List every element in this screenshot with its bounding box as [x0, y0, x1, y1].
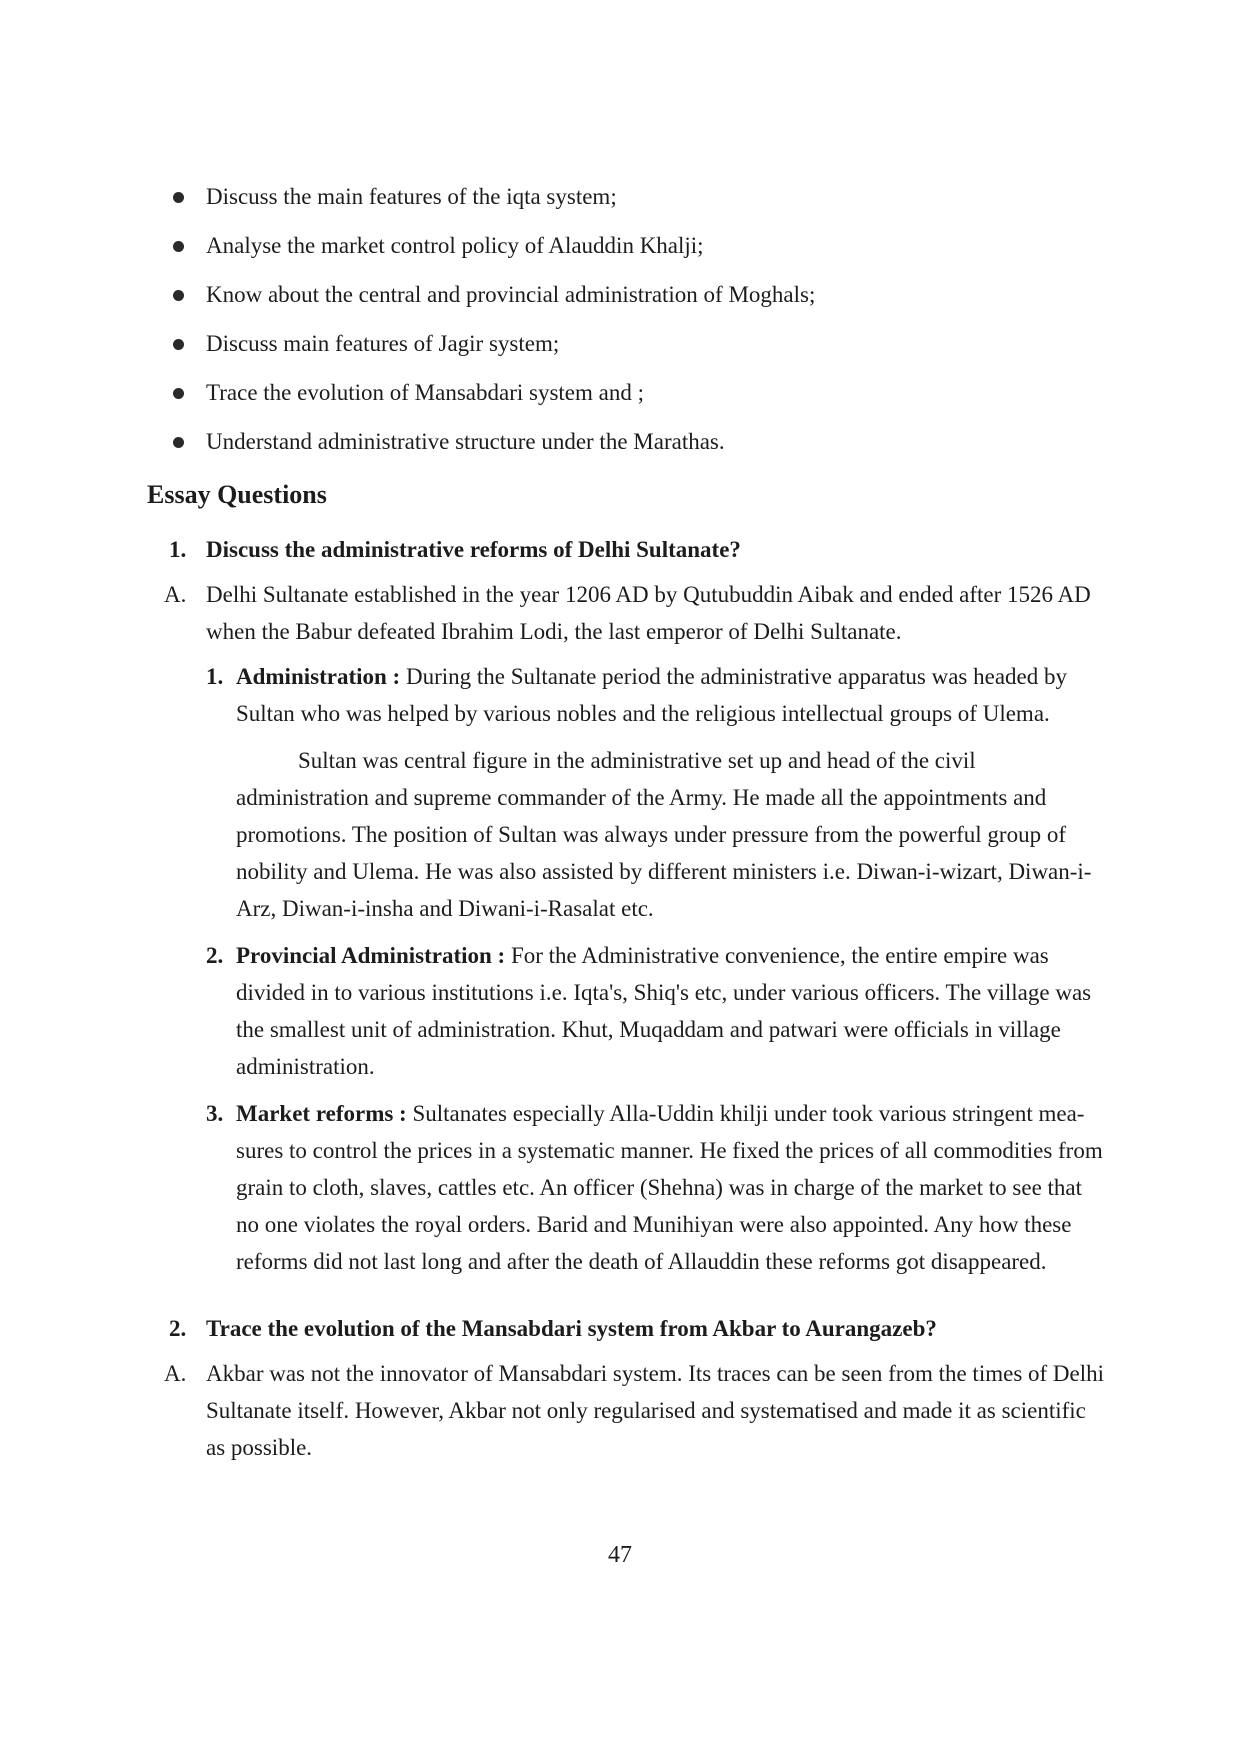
- objective-text: Discuss the main features of the iqta system;: [206, 184, 617, 209]
- answer-intro: Akbar was not the innovator of Mansabdari system. Its traces can be seen from the times of Delhi Sultanate itself. However, Akbar not only regularised and systematised and made it as scientific as possible.: [206, 1361, 1105, 1460]
- point-number: 3.: [206, 1101, 224, 1126]
- bullet-icon: [173, 388, 184, 399]
- page-number: 47: [608, 1542, 632, 1568]
- answer-point: [160, 937, 1105, 1085]
- objective-text: Trace the evolution of Mansabdari system and ;: [206, 380, 644, 405]
- objective-text: Discuss main features of Jagir system;: [206, 331, 560, 356]
- answer-point: [160, 1095, 1105, 1280]
- answer-point: [160, 658, 1105, 732]
- point-text: During the Sultanate period the administrative apparatus was headed by Sultan who was helped by various nobles and the religious intellectual groups of Ulema.: [236, 664, 1068, 726]
- objective-text: Analyse the market control policy of Alauddin Khalji;: [206, 233, 704, 258]
- objective-item: [170, 378, 1110, 408]
- point-title: Administration :: [236, 664, 401, 689]
- bullet-icon: [173, 290, 184, 301]
- question-number: 1.: [169, 537, 187, 562]
- point-text: For the Administrative convenience, the entire empire was divided in to various institutions i.e. Iqta's, Shiq's etc, under various officers. The village was the smallest unit of administration. Khut, Muqaddam and patwari were officials in village administration.: [236, 943, 1092, 1079]
- question-text: Trace the evolution of the Mansabdari system from Akbar to Aurangazeb?: [206, 1316, 937, 1341]
- question-2: [160, 1313, 1105, 1345]
- answer-2: [160, 1355, 1105, 1466]
- objective-text: Understand administrative structure under the Marathas.: [206, 429, 725, 454]
- question-block-1: [160, 534, 1105, 1290]
- question-1: [160, 534, 1105, 566]
- objective-item: [170, 280, 1110, 310]
- bullet-icon: [173, 241, 184, 252]
- objective-text: Know about the central and provincial administration of Moghals;: [206, 282, 816, 307]
- answer-intro: Delhi Sultanate established in the year 1206 AD by Qutubuddin Aibak and ended after 1526 AD when the Babur defeated Ibrahim Lodi, the last emperor of Delhi Sultanate.: [206, 582, 1091, 644]
- bullet-icon: [173, 192, 184, 203]
- question-block-2: [160, 1313, 1105, 1466]
- objective-item: [170, 427, 1110, 457]
- objective-item: [170, 182, 1110, 212]
- answer-1: [160, 576, 1105, 650]
- objective-item: [170, 231, 1110, 261]
- question-text: Discuss the administrative reforms of Delhi Sultanate?: [206, 537, 741, 562]
- question-number: 2.: [169, 1316, 187, 1341]
- answer-label: A.: [164, 1361, 187, 1386]
- section-heading: Essay Questions: [147, 480, 327, 509]
- bullet-icon: [173, 437, 184, 448]
- answer-points: [160, 937, 1105, 1280]
- answer-label: A.: [164, 582, 187, 607]
- objective-item: [170, 329, 1110, 359]
- point-title: Market reforms :: [236, 1101, 407, 1126]
- objectives-list: [170, 182, 1110, 476]
- point-number: 2.: [206, 943, 224, 968]
- point-number: 1.: [206, 664, 224, 689]
- answer-points: [160, 658, 1105, 732]
- bullet-icon: [173, 339, 184, 350]
- point-title: Provincial Administration :: [236, 943, 506, 968]
- point-continuation: Sultan was central figure in the administrative set up and head of the civil administration and supreme commander of the Army. He made all the appointments and promotions. The position of Sultan was always under pressure from the powerful group of nobility and Ulema. He was also assisted by different ministers i.e. Diwan-i-wizart, Diwan-i-Arz, Diwan-i-insha and Diwani-i-Rasalat etc.: [236, 748, 1092, 921]
- point-text: Sultanates especially Alla-Uddin khilji under took various stringent mea-sures to control the prices in a systematic manner. He fixed the prices of all commodities from grain to cloth, slaves, cattles etc. An officer (Shehna) was in charge of the market to see that no one violates the royal orders. Barid and Munihiyan were also appointed. Any how these reforms did not last long and after the death of Allauddin these reforms got disappeared.: [236, 1101, 1103, 1274]
